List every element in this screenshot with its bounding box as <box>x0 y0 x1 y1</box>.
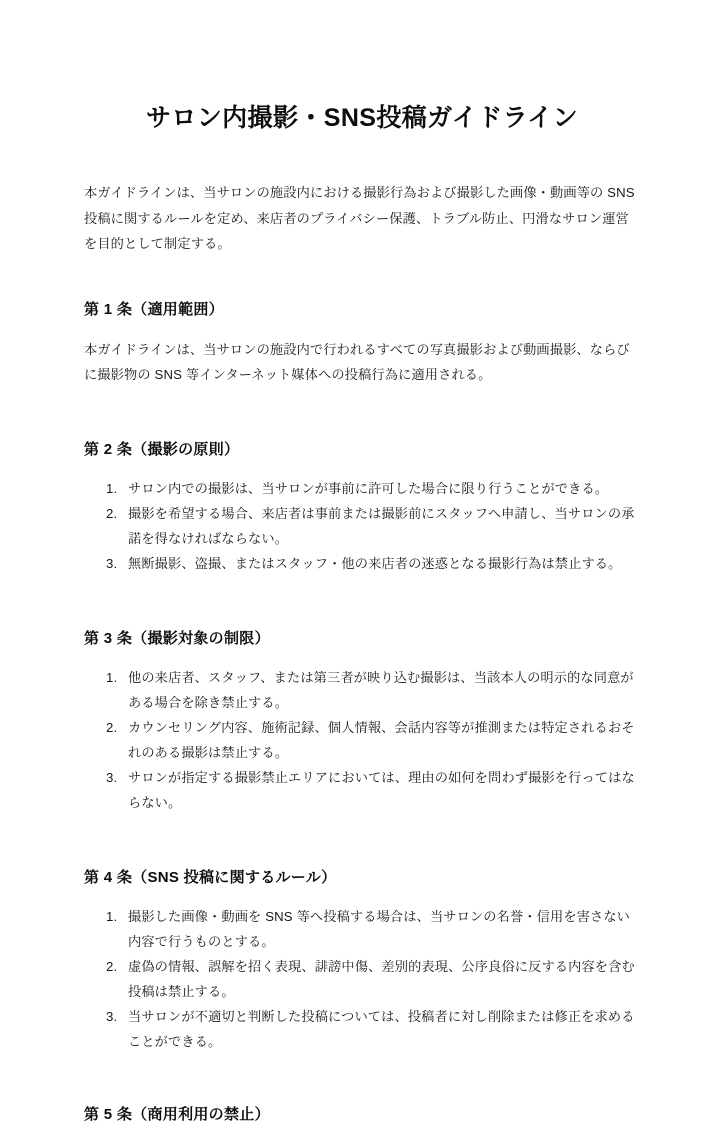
article-section-4 <box>84 815 640 1054</box>
article-list-4 <box>84 890 640 1054</box>
list-item: サロンが指定する撮影禁止エリアにおいては、理由の如何を問わず撮影を行ってはならない。 <box>128 770 635 811</box>
page-title: サロン内撮影・SNS投稿ガイドライン <box>145 104 579 132</box>
list-item: カウンセリング内容、施術記録、個人情報、会話内容等が推測または特定されるおそれのある撮影は禁止する。 <box>128 719 635 761</box>
article-list-3 <box>84 651 640 815</box>
list-item: サロン内での撮影は、当サロンが事前に許可した場合に限り行うことができる。 <box>128 480 609 496</box>
article-heading-5: 第 5 条（商用利用の禁止） <box>84 1106 270 1124</box>
article-body-1: 本ガイドラインは、当サロンの施設内で行われるすべての写真撮影および動画撮影、ならびに撮影物の SNS 等インターネット媒体への投稿行為に適用される。 <box>84 341 630 383</box>
list-item: 無断撮影、盗撮、またはスタッフ・他の来店者の迷惑となる撮影行為は禁止する。 <box>128 556 622 572</box>
list-item: 虚偽の情報、誤解を招く表現、誹謗中傷、差別的表現、公序良俗に反する内容を含む投稿は禁止する。 <box>128 958 635 999</box>
intro-paragraph: 本ガイドラインは、当サロンの施設内における撮影行為および撮影した画像・動画等の SNS 投稿に関するルールを定め、来店者のプライバシー保護、トラブル防止、円滑なサロン運営を目的として制定する。 <box>84 185 635 251</box>
article-heading-4: 第 4 条（SNS 投稿に関するルール） <box>84 869 337 887</box>
article-section-1 <box>84 256 640 387</box>
article-heading-1: 第 1 条（適用範囲） <box>84 301 224 319</box>
list-item: 撮影を希望する場合、来店者は事前または撮影前にスタッフへ申請し、当サロンの承諾を得なければならない。 <box>128 506 635 547</box>
article-section-3 <box>84 576 640 815</box>
article-heading-3: 第 3 条（撮影対象の制限） <box>84 630 270 648</box>
list-item: 当サロンが不適切と判断した投稿については、投稿者に対し削除または修正を求めることができる。 <box>128 1009 635 1050</box>
list-item: 撮影した画像・動画を SNS 等へ投稿する場合は、当サロンの名誉・信用を害さない内容で行うものとする。 <box>128 908 631 949</box>
article-list-2 <box>84 462 640 576</box>
article-heading-2: 第 2 条（撮影の原則） <box>84 441 240 459</box>
article-section-5 <box>84 1054 640 1127</box>
list-item: 他の来店者、スタッフ、または第三者が映り込む撮影は、当該本人の明示的な同意がある場合を除き禁止する。 <box>128 669 634 710</box>
article-section-2 <box>84 387 640 576</box>
